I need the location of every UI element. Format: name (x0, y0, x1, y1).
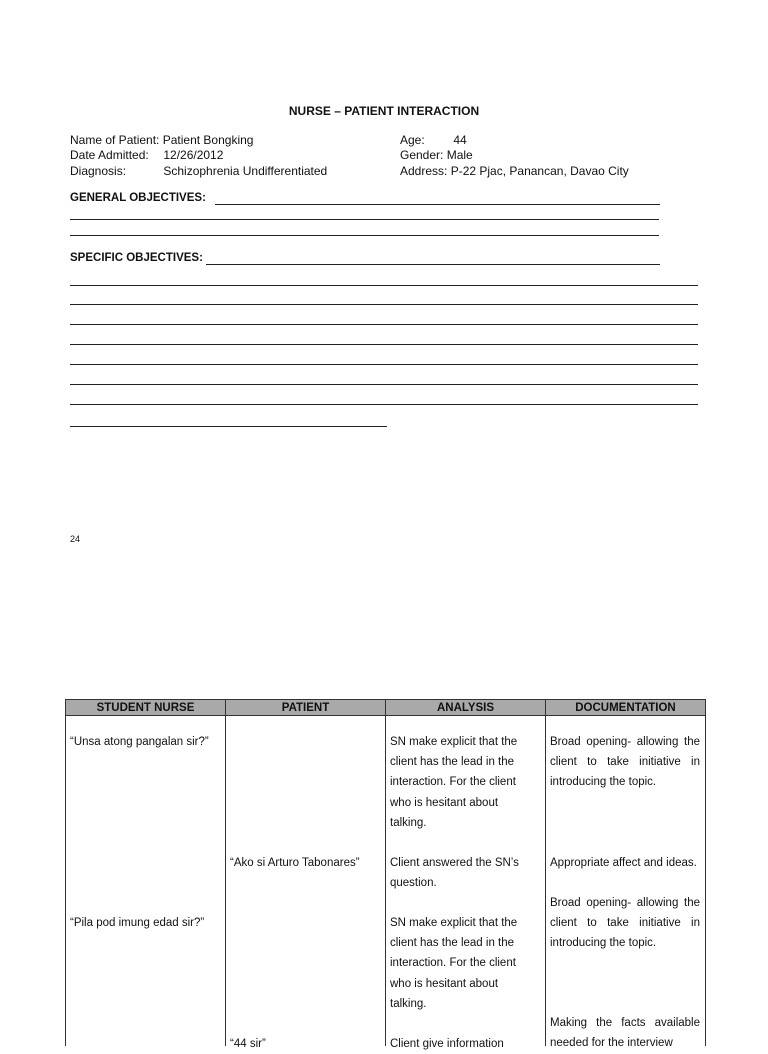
specific-objectives-line (70, 364, 698, 365)
analysis-text: SN make explicit that the client has the lead in the interaction. For the client who is hesitant about talking. (390, 736, 518, 829)
patient-cell (226, 716, 386, 1050)
patient-name-label: Name of Patient: (70, 133, 160, 147)
analysis-cell (386, 716, 546, 1050)
analysis-text: Client answered the SN’s question. (390, 857, 519, 890)
date-admitted-label: Date Admitted: (70, 148, 149, 162)
specific-objectives-line (70, 324, 698, 325)
header-documentation: DOCUMENTATION (546, 700, 706, 716)
gender-label: Gender: (400, 148, 444, 162)
age-value: 44 (453, 133, 467, 147)
student-nurse-statement: “Pila pod imung edad sir?” (70, 917, 205, 929)
specific-objectives-line (70, 304, 698, 305)
student-nurse-statement: “Unsa atong pangalan sir?” (70, 736, 209, 748)
student-nurse-cell (66, 716, 226, 1047)
analysis-text: Client give information (390, 1038, 504, 1050)
general-objectives-line (215, 204, 660, 205)
address-row (400, 164, 629, 178)
general-objectives-label: GENERAL OBJECTIVES: (70, 192, 206, 204)
documentation-text: Making the facts available needed for the interview (550, 1017, 700, 1050)
patient-name-value: Patient Bongking (162, 133, 254, 147)
gender-value: Male (446, 148, 473, 162)
general-objectives-line (70, 235, 659, 236)
header-analysis: ANALYSIS (386, 700, 546, 716)
analysis-text: SN make explicit that the client has the lead in the interaction. For the client who is hesitant about talking. (390, 917, 518, 1010)
date-admitted-row (70, 148, 223, 162)
specific-objectives-line (70, 285, 698, 286)
diagnosis-value: Schizophrenia Undifferentiated (163, 164, 328, 178)
documentation-text: Broad opening- allowing the client to take initiative in introducing the topic. (550, 897, 700, 950)
specific-objectives-line (70, 404, 698, 405)
age-label: Age: (400, 133, 425, 147)
documentation-cell (546, 716, 706, 1050)
date-admitted-value: 12/26/2012 (163, 148, 224, 162)
patient-statement: “Ako si Arturo Tabonares” (230, 857, 360, 869)
page-number: 24 (70, 534, 81, 544)
address-label: Address: (400, 164, 448, 178)
documentation-text: Broad opening- allowing the client to take initiative in introducing the topic. (550, 736, 700, 789)
interaction-table (65, 699, 706, 1050)
general-objectives-line (70, 219, 659, 220)
patient-statement: “44 sir” (230, 1038, 266, 1050)
specific-objectives-label: SPECIFIC OBJECTIVES: (70, 252, 203, 264)
diagnosis-row (70, 164, 327, 178)
specific-objectives-line (206, 264, 660, 265)
specific-objectives-line (70, 384, 698, 385)
gender-row (400, 148, 473, 162)
documentation-text: Appropriate affect and ideas. (550, 857, 697, 869)
table-header-row (66, 700, 706, 716)
address-value: P-22 Pjac, Panancan, Davao City (450, 164, 629, 178)
specific-objectives-line (70, 426, 387, 427)
table-row (66, 716, 706, 1047)
header-patient: PATIENT (226, 700, 386, 716)
specific-objectives-line (70, 344, 698, 345)
age-row (400, 133, 467, 147)
diagnosis-label: Diagnosis: (70, 164, 127, 178)
page-title: NURSE – PATIENT INTERACTION (288, 104, 480, 118)
patient-name-row (70, 133, 253, 147)
header-student-nurse: STUDENT NURSE (66, 700, 226, 716)
